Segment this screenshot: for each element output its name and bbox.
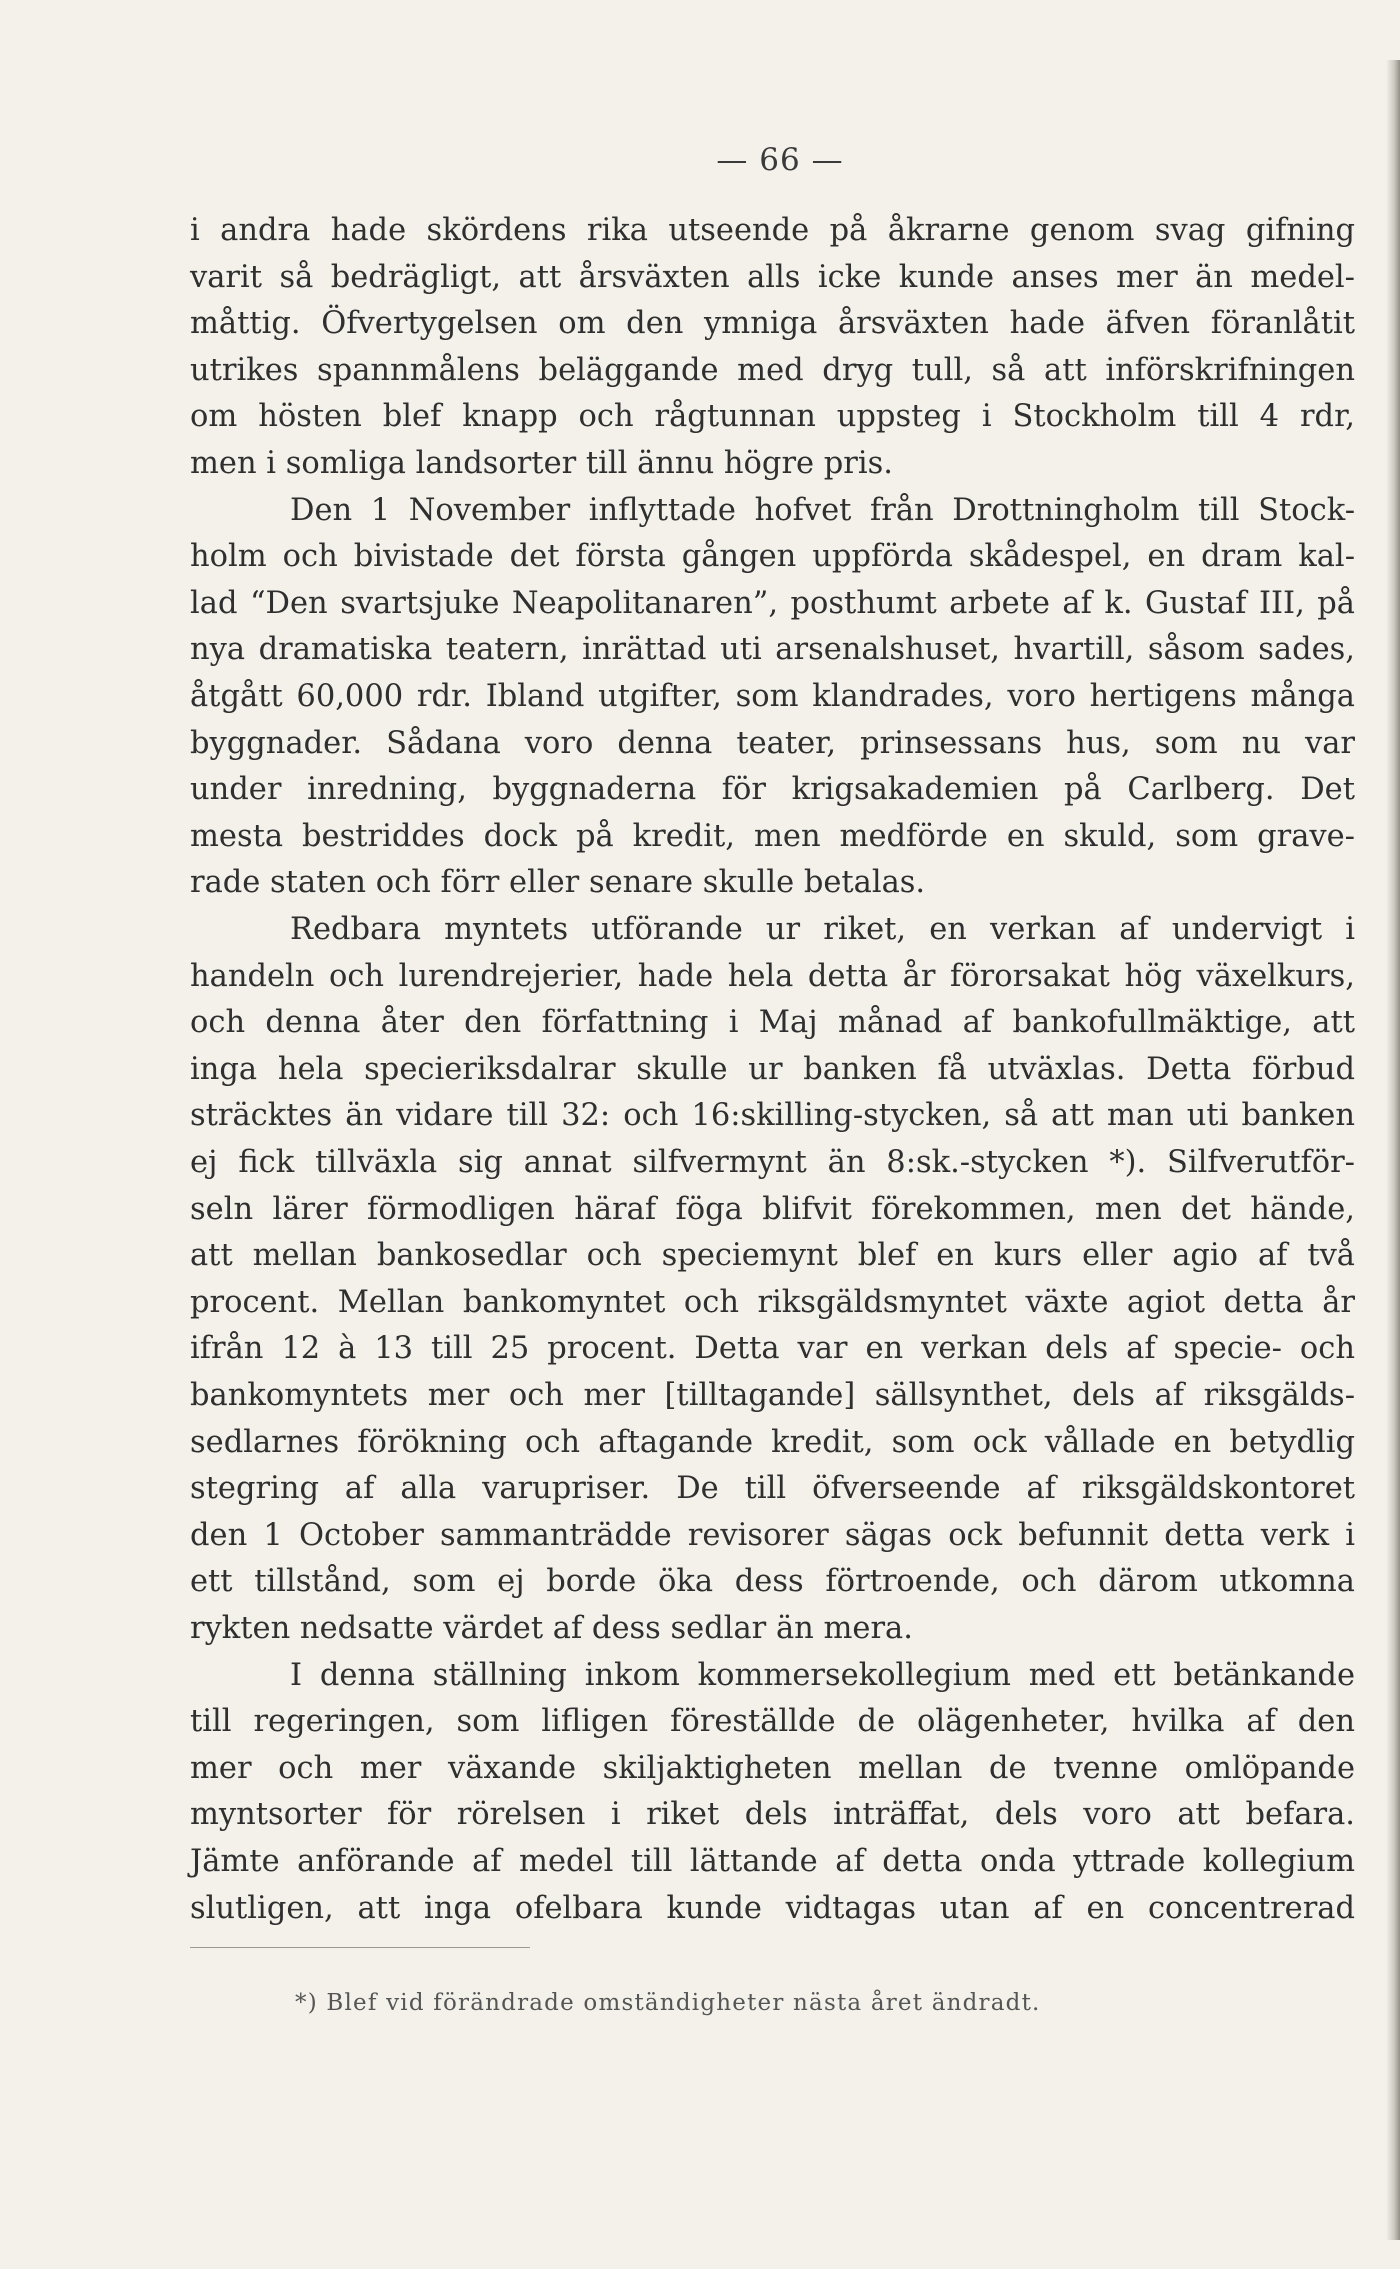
text-line: rykten nedsatte värdet af dess sedlar än mera. <box>190 1611 913 1646</box>
text-line: procent. Mellan bankomyntet och riksgäldsmyntet växte agiot detta år <box>190 1284 1355 1320</box>
text-line: ett tillstånd, som ej borde öka dess förtroende, och därom utkomna <box>190 1564 1355 1600</box>
text-line: sträcktes än vidare till 32: och 16:skilling-stycken, så att man uti banken <box>190 1098 1355 1134</box>
text-line: sedlarnes förökning och aftagande kredit, som ock vållade en betydlig <box>190 1424 1355 1460</box>
text-line: inga hela specieriksdalrar skulle ur banken få utväxlas. Detta förbud <box>190 1051 1355 1087</box>
text-line: om hösten blef knapp och rågtunnan uppsteg i Stockholm till 4 rdr, <box>190 399 1355 435</box>
text-line: och denna åter den författning i Maj månad af bankofullmäktige, att <box>190 1005 1355 1041</box>
text-line: handeln och lurendrejerier, hade hela detta år förorsakat hög växelkurs, <box>190 958 1355 994</box>
text-line: lad “Den svartsjuke Neapolitanaren”, posthumt arbete af k. Gustaf III, på <box>190 585 1355 621</box>
footnote: *) Blef vid förändrade omständigheter nästa året ändradt. <box>295 1990 1041 2016</box>
text-line: Den 1 November inflyttade hofvet från Drottningholm till Stock- <box>290 492 1355 528</box>
text-line: stegring af alla varupriser. De till öfverseende af riksgäldskontoret <box>190 1471 1355 1507</box>
text-line: mer och mer växande skiljaktigheten mellan de tvenne omlöpande <box>190 1750 1355 1786</box>
text-line: åtgått 60,000 rdr. Ibland utgifter, som klandrades, voro hertigens många <box>190 679 1355 714</box>
text-line: rade staten och förr eller senare skulle betalas. <box>190 865 926 901</box>
text-line: holm och bivistade det första gången uppförda skådespel, en dram kal- <box>190 539 1355 575</box>
text-line: varit så bedrägligt, att årsväxten alls icke kunde anses mer än medel- <box>190 259 1355 295</box>
text-line: till regeringen, som lifligen föreställde de olägenheter, hvilka af den <box>190 1704 1355 1740</box>
text-line: mesta bestriddes dock på kredit, men medförde en skuld, som grave- <box>190 818 1355 854</box>
page-edge-shadow <box>1386 60 1400 2240</box>
text-line: I denna ställning inkom kommersekollegium med ett betänkande <box>290 1657 1355 1693</box>
text-line: den 1 October sammanträdde revisorer sägas ock befunnit detta verk i <box>190 1517 1355 1553</box>
text-line: under inredning, byggnaderna för krigsakademien på Carlberg. Det <box>190 772 1355 808</box>
text-line: nya dramatiska teatern, inrättad uti arsenalshuset, hvartill, såsom sades, <box>190 632 1355 668</box>
text-line: myntsorter för rörelsen i riket dels inträffat, dels voro att befara. <box>190 1797 1355 1833</box>
text-line: Redbara myntets utförande ur riket, en verkan af undervigt i <box>290 912 1355 947</box>
footnote-divider <box>190 1947 530 1948</box>
text-line: ej fick tillväxla sig annat silfvermynt än 8:sk.-stycken *). Silfverutför- <box>190 1145 1355 1180</box>
text-line: seln lärer förmodligen häraf föga blifvit förekommen, men det hände, <box>190 1191 1355 1227</box>
text-line: att mellan bankosedlar och speciemynt blef en kurs eller agio af två <box>190 1238 1355 1274</box>
text-line: men i somliga landsorter till ännu högre pris. <box>190 446 893 481</box>
text-line: i andra hade skördens rika utseende på åkrarne genom svag gifning <box>190 213 1355 248</box>
text-line: bankomyntets mer och mer [tilltagande] sällsynthet, dels af riksgälds- <box>190 1378 1355 1413</box>
text-line: slutligen, att inga ofelbara kunde vidtagas utan af en concentrerad <box>190 1890 1355 1926</box>
page-number: — 66 — <box>716 142 844 178</box>
text-line: Jämte anförande af medel till lättande af detta onda yttrade kollegium <box>190 1844 1355 1879</box>
text-line: byggnader. Sådana voro denna teater, prinsessans hus, som nu var <box>190 725 1355 761</box>
text-line: utrikes spannmålens beläggande med dryg tull, så att införskrifningen <box>190 352 1355 388</box>
text-line: måttig. Öfvertygelsen om den ymniga årsväxten hade äfven föranlåtit <box>190 306 1355 342</box>
text-line: ifrån 12 à 13 till 25 procent. Detta var en verkan dels af specie- och <box>190 1331 1355 1367</box>
